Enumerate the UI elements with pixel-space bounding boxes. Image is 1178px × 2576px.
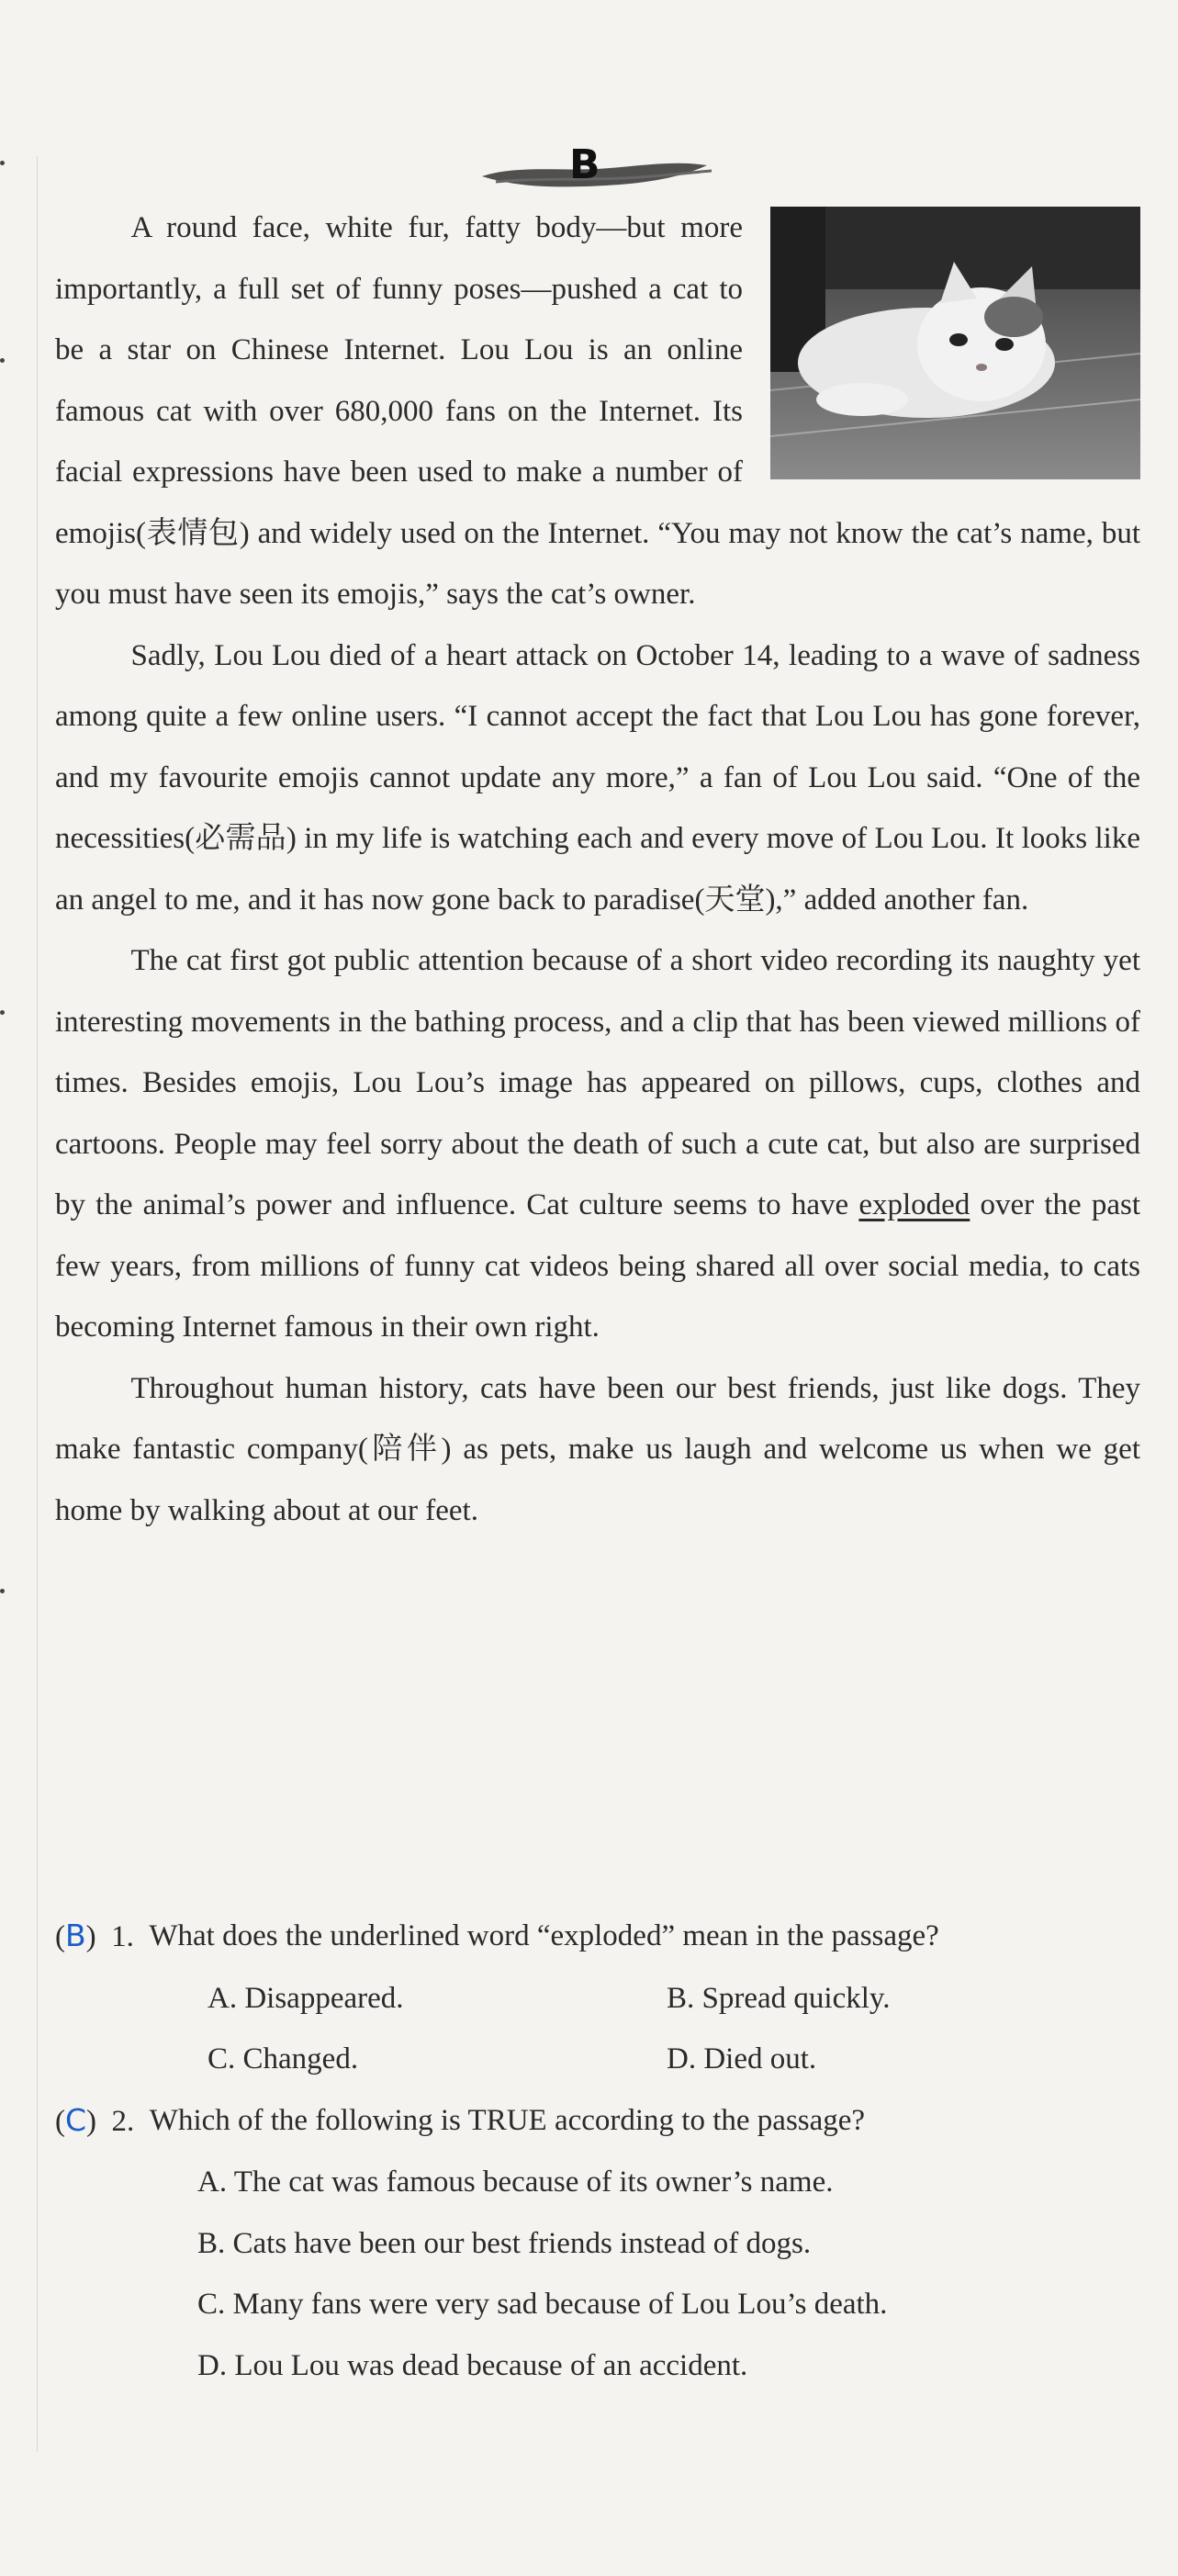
option-b: B. Spread quickly.: [667, 1981, 891, 2015]
margin-rule: [37, 156, 38, 2452]
paragraph-1: A round face, white fur, fatty body—but more importantly, a full set of funny poses—pushed a cat to be a star on Chinese Internet. Lou Lou is an online famous cat with over 680,000 fans on the Internet. Its facial expressions have been used to make a number of emojis(表情包) and widely used on the Internet. “You may not know the cat’s name, but you must have seen its emojis,” says the cat’s owner.: [55, 211, 1140, 611]
option-c: C. Changed.: [208, 2042, 359, 2075]
question-number: 1.: [111, 1920, 134, 1953]
question-text: What does the underlined word “exploded” mean in the passage?: [149, 1919, 939, 1952]
option-list: [55, 1968, 1140, 2090]
binding-mark: [0, 161, 5, 165]
answer-mark: C: [65, 2101, 87, 2138]
option-d: D. Lou Lou was dead because of an accident.: [197, 2348, 748, 2382]
cat-photo: [770, 207, 1140, 479]
paragraph-3: The cat first got public attention because of a short video recording its naughty yet interesting movements in the bathing process, and a clip that has been viewed millions of times. Besides emojis, Lou Lou’s image has appeared on pillows, cups, clothes and cartoons. People may feel sorry about the death of such a cute cat, but also are surprised by the animal’s power and influence. Cat culture seems to have exploded over the past few years, from millions of funny cat videos being shared all over social media, to cats becoming Internet famous in their own right.: [55, 944, 1140, 1344]
option-b: B. Cats have been our best friends instead of dogs.: [197, 2226, 812, 2260]
binding-mark: [0, 1010, 5, 1015]
question-1: (B) 1. What does the underlined word “exploded” mean in the passage? A. Disappeared. B. Spread quickly. C. Changed. D. Died out.: [55, 1906, 1140, 2090]
option-list: [55, 2152, 1140, 2396]
option-a: A. Disappeared.: [208, 1981, 404, 2015]
passage: [55, 197, 1140, 1541]
binding-mark: [0, 358, 5, 363]
paragraph-4: Throughout human history, cats have been our best friends, just like dogs. They make fantastic company(陪伴) as pets, make us laugh and welcome us when we get home by walking about at our feet.: [55, 1371, 1140, 1527]
option-c: C. Many fans were very sad because of Lou Lou’s death.: [197, 2288, 888, 2321]
question-2: (C) 2. Which of the following is TRUE according to the passage? A. The cat was famous because of its owner’s name. B. Cats have been our best friends instead of dogs. C. Many fans were very sad because of Lou Lou’s death. D. Lou Lou was dead because of an accident.: [55, 2090, 1140, 2397]
section-header: [477, 138, 716, 202]
paragraph-2: Sadly, Lou Lou died of a heart attack on October 14, leading to a wave of sadness among quite a few online users. “I cannot accept the fact that Lou Lou has gone forever, and my favourite emojis cannot update any more,” a fan of Lou Lou said. “One of the necessities(必需品) in my life is watching each and every move of Lou Lou. It looks like an angel to me, and it has now gone back to paradise(天堂),” added another fan.: [55, 638, 1140, 917]
option-d: D. Died out.: [667, 2042, 817, 2075]
underlined-word: exploded: [858, 1188, 970, 1221]
binding-mark: [0, 1589, 5, 1593]
section-letter: B: [569, 141, 600, 188]
option-a: A. The cat was famous because of its owner’s name.: [197, 2165, 834, 2199]
questions: [55, 1906, 1140, 2396]
answer-mark: B: [65, 1918, 86, 1953]
question-number: 2.: [111, 2104, 135, 2138]
cat-icon: [770, 207, 1140, 479]
question-text: Which of the following is TRUE according to the passage?: [149, 2103, 866, 2137]
